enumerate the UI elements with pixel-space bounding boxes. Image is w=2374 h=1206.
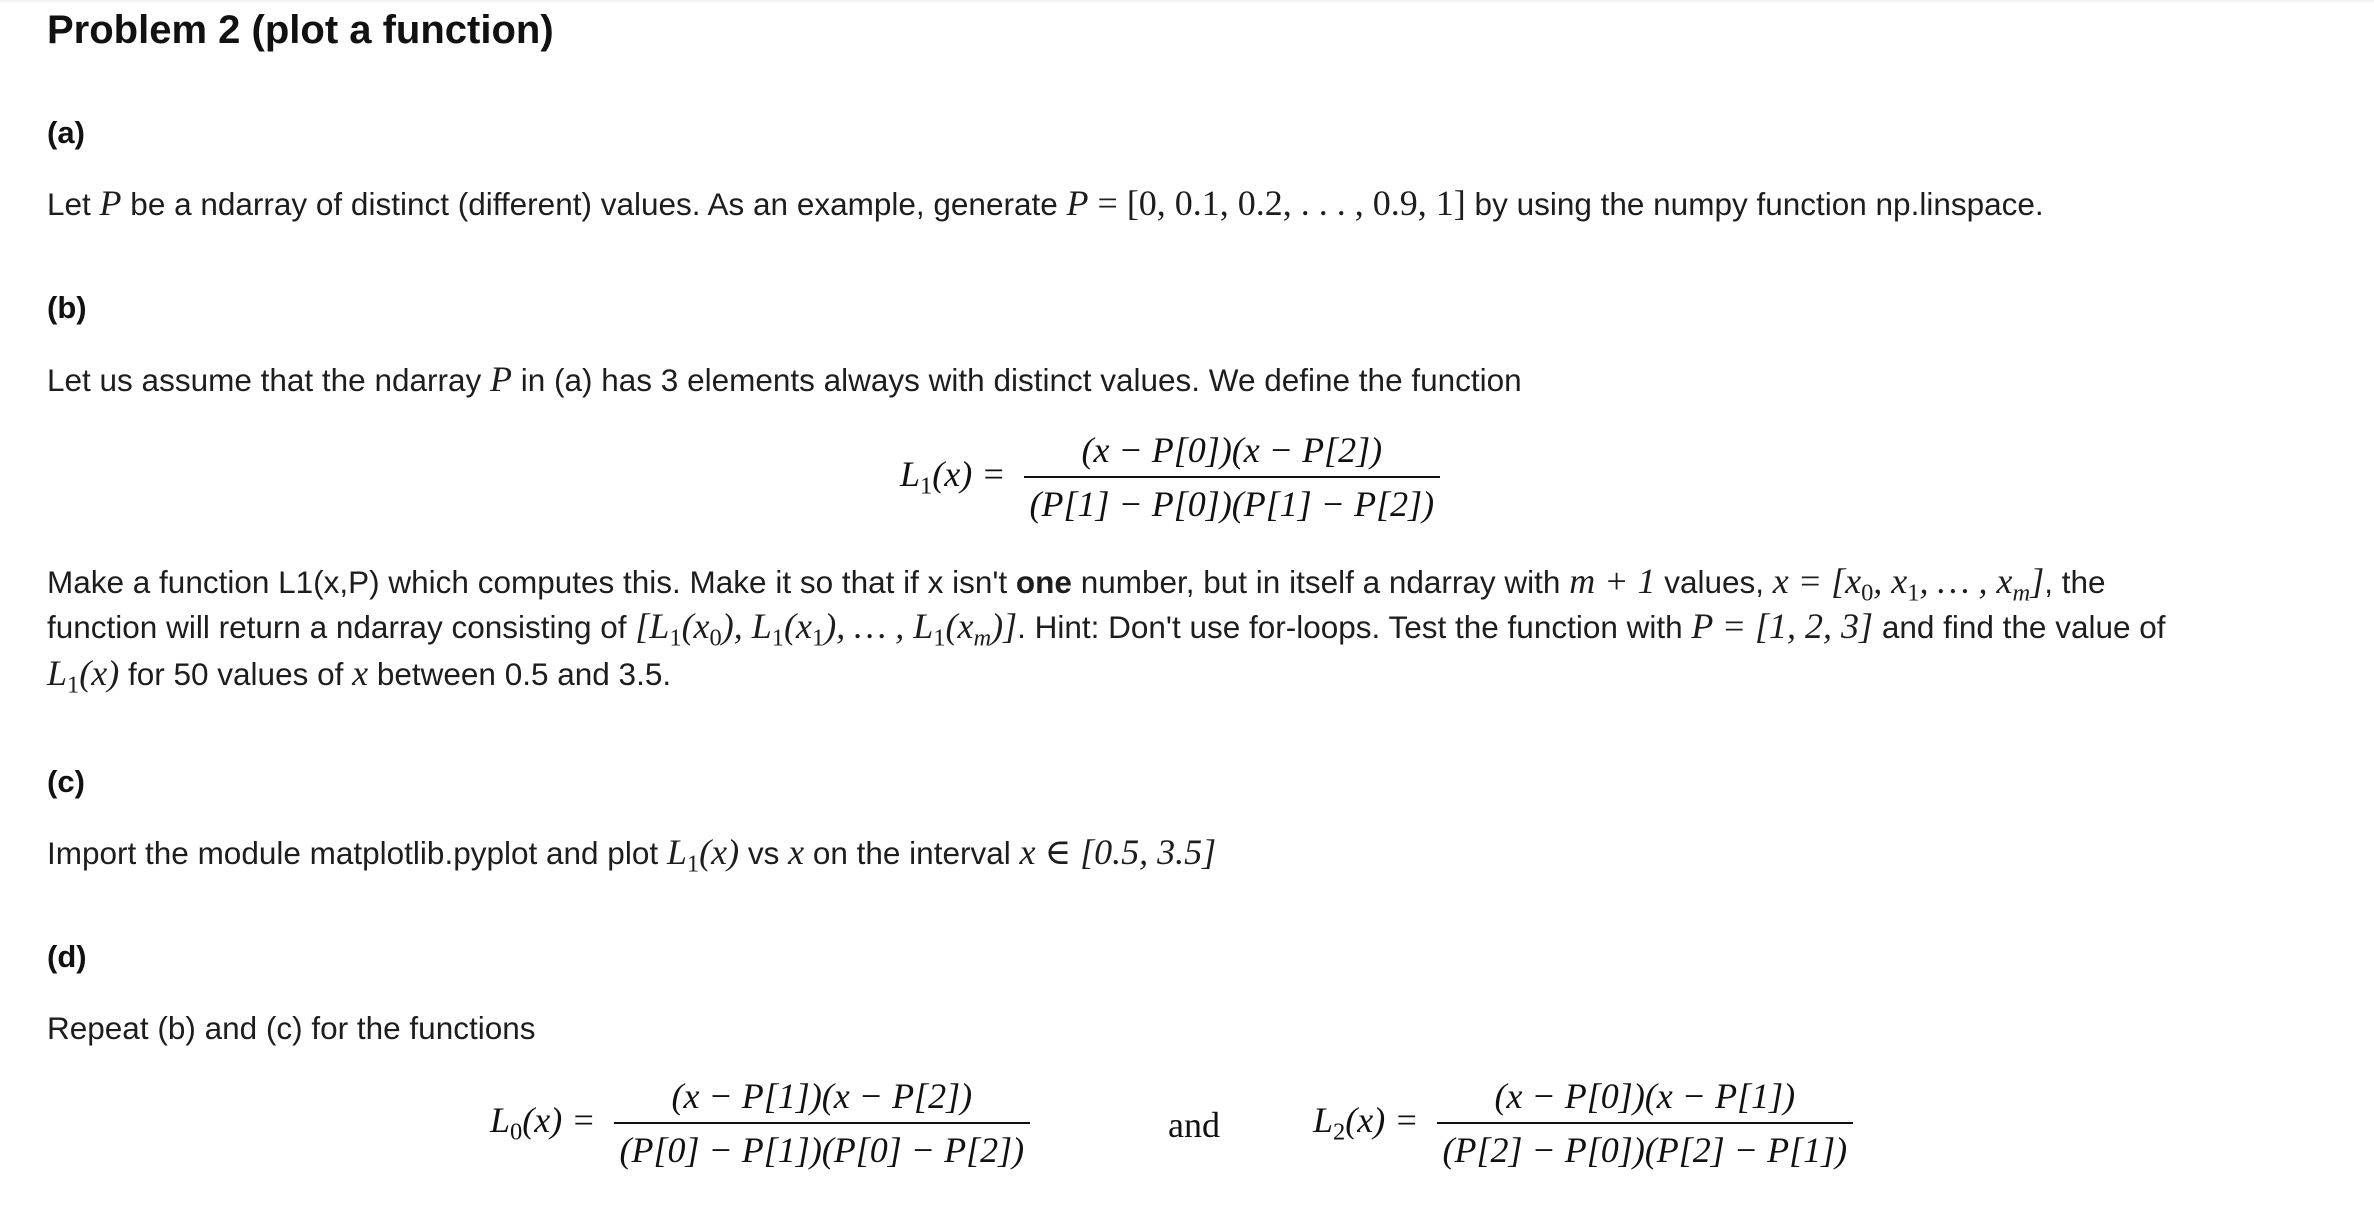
text: , the bbox=[2044, 564, 2106, 600]
subscript: 0 bbox=[510, 1118, 523, 1146]
text: values, bbox=[1655, 564, 1773, 600]
numerator: (x − P[0])(x − P[1]) bbox=[1494, 1076, 1796, 1116]
text: in (a) has 3 elements always with distinct values. We define the function bbox=[512, 362, 1522, 398]
fraction bbox=[1437, 1074, 1854, 1172]
math-part: x = [x bbox=[1772, 561, 1862, 601]
text: function will return a ndarray consisting of bbox=[47, 609, 636, 645]
text: between 0.5 and 3.5. bbox=[368, 656, 672, 692]
subscript: 1 bbox=[1907, 579, 1920, 607]
subscript: 1 bbox=[933, 624, 946, 652]
text: vs bbox=[739, 835, 789, 871]
math-L1-vector bbox=[635, 606, 1018, 652]
math-part: ), … , L bbox=[824, 606, 934, 646]
text: be a ndarray of distinct (different) values. As an example, generate bbox=[121, 186, 1067, 222]
denominator: (P[0] − P[1])(P[0] − P[2]) bbox=[619, 1130, 1025, 1170]
symbol-L: L bbox=[1313, 1100, 1334, 1141]
section-c-heading: (c) bbox=[47, 764, 85, 799]
fraction bbox=[614, 1074, 1031, 1172]
bold-text: one bbox=[1015, 564, 1072, 600]
math-part: (x bbox=[945, 606, 974, 646]
math-part: L bbox=[666, 832, 687, 872]
lhs-tail: (x) = bbox=[932, 454, 1006, 495]
equation-L2 bbox=[1313, 1074, 1853, 1172]
math-part: [L bbox=[635, 606, 670, 646]
section-c-paragraph bbox=[47, 829, 1216, 887]
text: Let us assume that the ndarray bbox=[47, 362, 490, 398]
math-P-123: P = [1, 2, 3] bbox=[1691, 606, 1874, 646]
text: by using the numpy function np.linspace. bbox=[1465, 186, 2044, 222]
symbol-L: L bbox=[900, 454, 921, 495]
math-L1x bbox=[666, 832, 740, 878]
math-part: (x) bbox=[79, 653, 120, 693]
math-part: , … , x bbox=[1919, 561, 2013, 601]
subscript: 1 bbox=[920, 472, 933, 500]
text: for 50 values of bbox=[119, 656, 353, 692]
math-part: L bbox=[47, 653, 68, 693]
section-a-heading: (a) bbox=[47, 115, 85, 150]
subscript: 1 bbox=[771, 624, 785, 652]
math-part: (x bbox=[784, 606, 812, 646]
subscript: 0 bbox=[1861, 579, 1874, 607]
section-a-paragraph bbox=[47, 180, 2044, 227]
math-P: P bbox=[99, 183, 122, 223]
section-b-line-3 bbox=[47, 650, 671, 708]
symbol-L: L bbox=[490, 1100, 511, 1141]
section-b-heading: (b) bbox=[47, 290, 87, 325]
denominator: (P[2] − P[0])(P[2] − P[1]) bbox=[1442, 1130, 1848, 1170]
page-title: Problem 2 (plot a function) bbox=[47, 8, 554, 52]
math-x: x bbox=[788, 832, 805, 872]
subscript: 1 bbox=[669, 624, 682, 652]
lhs-tail: (x) = bbox=[522, 1100, 596, 1141]
lhs-tail: (x) = bbox=[1345, 1100, 1419, 1141]
math-P: P bbox=[490, 359, 512, 399]
subscript: m bbox=[973, 624, 992, 652]
subscript: 0 bbox=[709, 624, 722, 652]
math-linspace-values: = [0, 0.1, 0.2, . . . , 0.9, 1] bbox=[1088, 183, 1466, 223]
subscript: 1 bbox=[686, 850, 700, 878]
text: and find the value of bbox=[1873, 609, 2166, 645]
equation-lhs bbox=[900, 453, 1006, 500]
section-b-intro bbox=[47, 356, 1522, 403]
math-m-plus-1: m + 1 bbox=[1569, 561, 1656, 601]
math-part: (x bbox=[681, 606, 710, 646]
equation-lhs bbox=[1313, 1099, 1419, 1146]
denominator: (P[1] − P[0])(P[1] − P[2]) bbox=[1029, 484, 1435, 524]
text: on the interval bbox=[804, 835, 1020, 871]
section-d-heading: (d) bbox=[47, 939, 87, 974]
text: number, but in itself a ndarray with bbox=[1071, 564, 1570, 600]
text: . Hint: Don't use for-loops. Test the function with bbox=[1017, 609, 1692, 645]
numerator: (x − P[0])(x − P[2]) bbox=[1081, 430, 1383, 470]
math-interval: x ∈ [0.5, 3.5] bbox=[1019, 832, 1217, 872]
math-part: ] bbox=[2030, 561, 2045, 601]
math-part: )] bbox=[991, 606, 1018, 646]
subscript: 1 bbox=[67, 671, 80, 699]
numerator: (x − P[1])(x − P[2]) bbox=[671, 1076, 973, 1116]
math-part: , x bbox=[1873, 561, 1908, 601]
math-x: x bbox=[352, 653, 369, 693]
and-word: and bbox=[1168, 1105, 1220, 1145]
subscript: m bbox=[2012, 579, 2031, 607]
equation-L1 bbox=[900, 428, 1440, 526]
math-part: (x) bbox=[699, 832, 740, 872]
text: Make a function L1(x,P) which computes this. Make it so that if x isn't bbox=[47, 564, 1016, 600]
math-L1x bbox=[47, 653, 120, 699]
math-x-vector bbox=[1772, 561, 2045, 607]
section-d-paragraph: Repeat (b) and (c) for the functions bbox=[47, 1010, 536, 1046]
text: Let bbox=[47, 186, 100, 222]
subscript: 2 bbox=[1333, 1118, 1346, 1146]
fraction bbox=[1024, 428, 1441, 526]
top-divider bbox=[0, 0, 2374, 2]
math-part: ), L bbox=[721, 606, 772, 646]
equation-lhs bbox=[490, 1099, 596, 1146]
subscript: 1 bbox=[811, 624, 825, 652]
equation-L0 bbox=[490, 1074, 1030, 1172]
math-P: P bbox=[1066, 183, 1089, 223]
text: Import the module matplotlib.pyplot and plot bbox=[47, 835, 667, 871]
